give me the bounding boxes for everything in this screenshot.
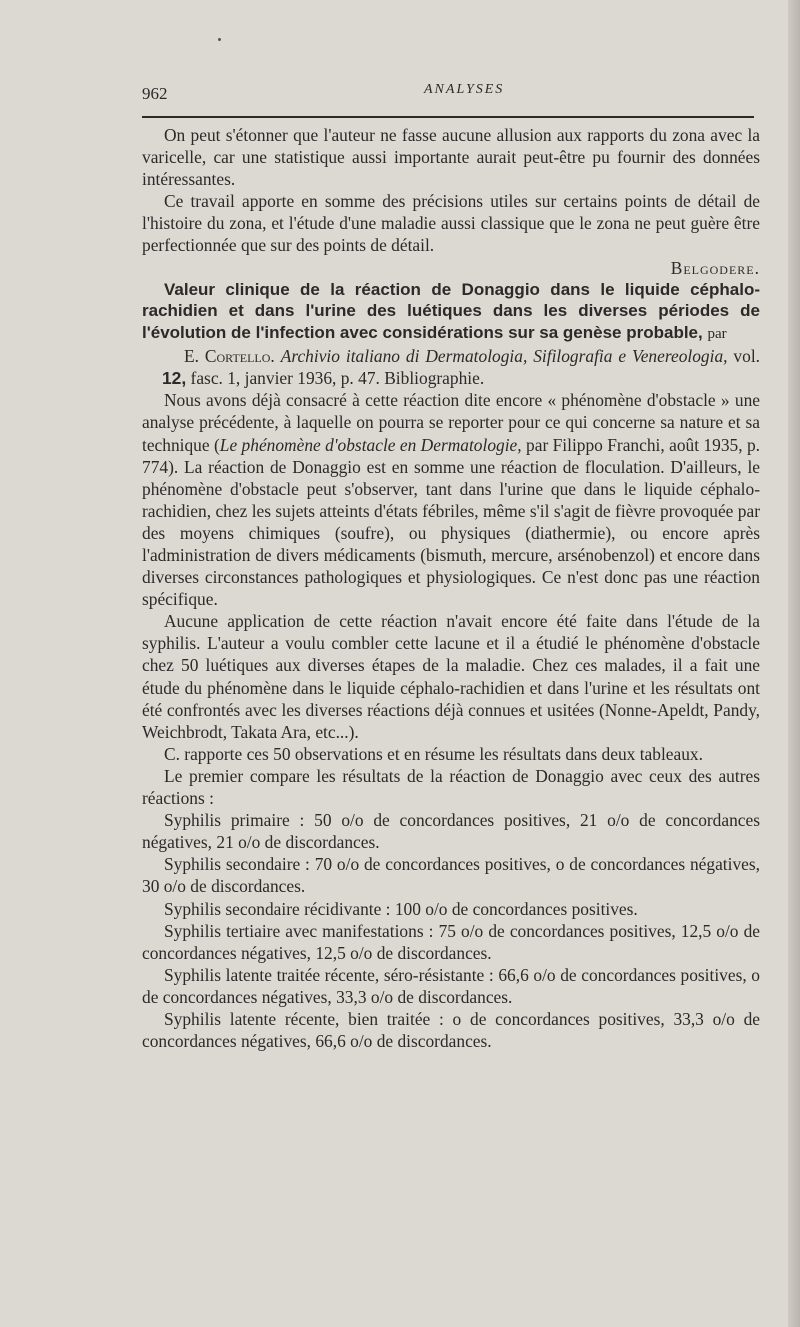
paragraph: C. rapporte ces 50 observations et en résume les résultats dans deux tableaux. [164,743,703,764]
result-item: Syphilis tertiaire avec manifestations : 75 o/o de concordances positives, 12,5 o/o de concordances négatives, 12,5 o/o de discordances. [142,920,760,963]
vol-prefix: vol. [733,346,760,367]
paragraph: Le premier compare les résultats de la réaction de Donaggio avec ceux des autres réactions : [142,765,760,809]
page-header [142,0,760,112]
header-rule [142,116,754,118]
result-item: Syphilis latente traitée récente, séro-résistante : 66,6 o/o de concordances positives, o de concordances négatives, 33,3 o/o de discordances. [142,964,760,1007]
article-reference [142,345,760,389]
paragraph-text: par Filippo Franchi, août 1935, p. 774). La réaction de Donaggio est en somme une réaction de floculation. D'ailleurs, le phénomène d'obstacle peut s'observer, tant dans l'urine que dans le liquide céphalo-rachidien, chez les sujets atteints d'états fébriles, même s'il s'agit de fièvre provoquée par des moyens chimiques (soufre), ou physiques (diathermie), ou encore après l'administration de divers médicaments (bismuth, mercure, arsénobenzol) et encore dans diverses circonstances pathologiques et physiologiques. Ce n'est donc pas une réaction spécifique. [142,434,760,610]
par-text: par [707,325,727,342]
running-title: ANALYSES [424,82,505,97]
page-number: 962 [142,84,168,103]
result-item: Syphilis latente récente, bien traitée : o de concordances positives, 33,3 o/o de concordances négatives, 66,6 o/o de discordances. [142,1008,760,1052]
article-journal: Archivio italiano di Dermatologia, Sifilografia e Venereologia, [280,346,728,367]
paragraph: Aucune application de cette réaction n'avait encore été faite dans l'étude de la syphilis. L'auteur a voulu combler cette lacune et il a étudié le phénomène d'obstacle chez 50 luétiques aux diverses étapes de la maladie. Chez ces malades, il a fait une étude du phénomène dans le liquide céphalo-rachidien et dans l'urine et les résultats ont été confrontés avec les diverses réactions déjà connues et usitées (Nonne-Apeldt, Pandy, Weichbrodt, Takata Ara, etc...). [142,611,760,742]
article-title [142,279,760,346]
result-item: Syphilis secondaire : 70 o/o de concordances positives, o de concordances négatives, 30 o/o de discordances. [142,854,760,897]
body-text [142,124,760,1052]
cited-title: Le phénomène d'obstacle en Dermatologie, [219,434,522,455]
paragraph: Ce travail apporte en somme des précisions utiles sur certains points de détail de l'histoire du zona, et l'étude d'une maladie aussi classique que le zona ne peut guère être perfectionnée que sur des points de détail. [142,191,760,256]
volume-number: 12, [162,368,187,389]
paragraph: On peut s'étonner que l'auteur ne fasse aucune allusion aux rapports du zona avec la varicelle, car une statistique aussi importante aurait peut-être pu fournir des données intéressantes. [142,125,760,190]
article-author: E. Cortello. [184,346,275,367]
paragraph [142,389,760,610]
paragraph-text: Nous avons déjà consacré à cette réaction dite encore « phénomène d'obstacle » une analyse précédente, à laquelle on pourra se reporter pour ce qui concerne sa nature et sa technique ( [142,390,760,455]
article-title-text: Valeur clinique de la réaction de Donaggio dans le liquide céphalo-rachidien et dans l'urine des luétiques dans les diverses périodes de l'évolution de l'infection avec considérations sur sa genèse probable, [142,279,760,342]
page-edge-shadow [788,0,800,1327]
result-item: Syphilis primaire : 50 o/o de concordances positives, 21 o/o de concordances négatives, 21 o/o de discordances. [142,810,760,853]
signature: Belgodere. [670,257,760,278]
article-details: fasc. 1, janvier 1936, p. 47. Bibliographie. [190,368,485,389]
result-item: Syphilis secondaire récidivante : 100 o/o de concordances positives. [164,898,638,919]
